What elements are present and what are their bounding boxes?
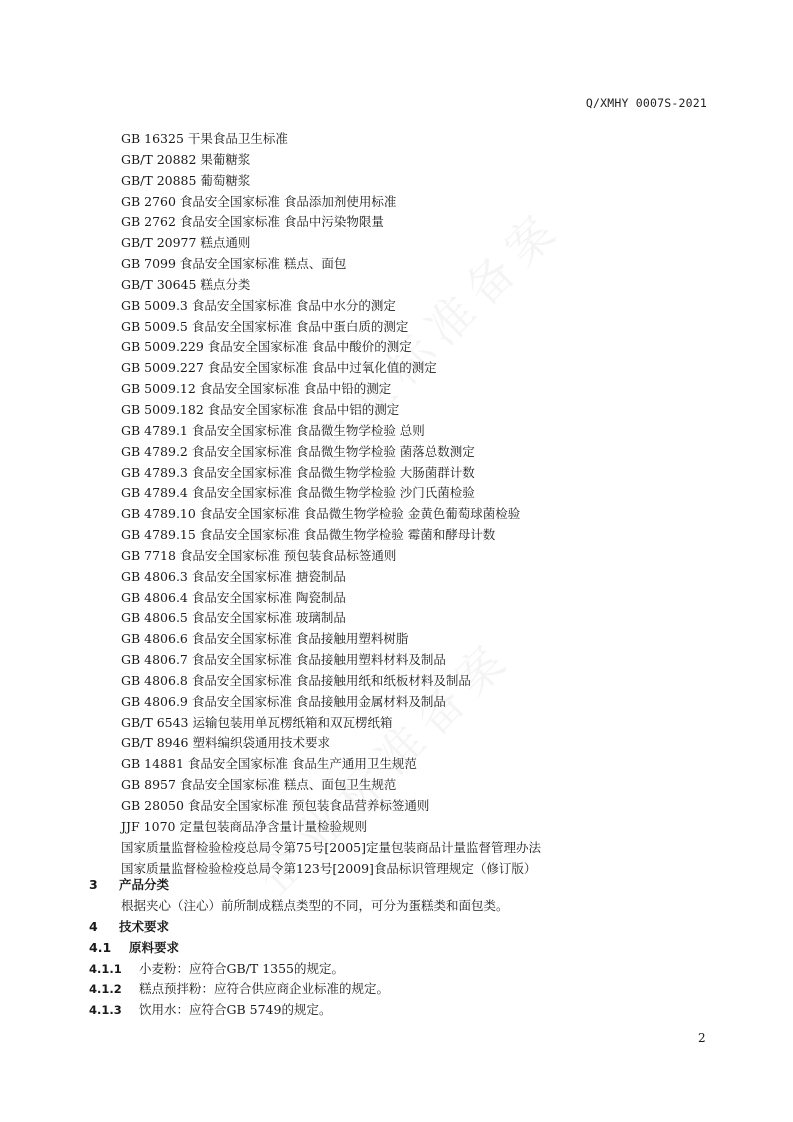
reference-item: GB 5009.227 食品安全国家标准 食品中过氧化值的测定: [121, 360, 437, 376]
reference-item: GB 4806.6 食品安全国家标准 食品接触用塑料树脂: [121, 631, 409, 647]
reference-item: JJF 1070 定量包装商品净含量计量检验规则: [121, 818, 367, 834]
reference-item: GB 4806.7 食品安全国家标准 食品接触用塑料材料及制品: [121, 652, 446, 668]
reference-item: GB 8957 食品安全国家标准 糕点、面包卫生规范: [121, 777, 397, 793]
sections-body: [89, 875, 713, 1021]
reference-item: GB 4789.1 食品安全国家标准 食品微生物学检验 总则: [121, 422, 425, 438]
page-number: 2: [698, 1031, 706, 1045]
reference-item: GB 5009.182 食品安全国家标准 食品中铝的测定: [121, 401, 400, 417]
clause-4-1-3: [89, 1000, 713, 1021]
reference-item: GB 4789.15 食品安全国家标准 食品微生物学检验 霉菌和酵母计数: [121, 527, 496, 543]
clause-number: 4.1.3: [89, 1003, 122, 1018]
section-4-heading: [89, 917, 713, 938]
reference-item: GB 7718 食品安全国家标准 预包装食品标签通则: [121, 547, 397, 563]
reference-item: GB 7099 食品安全国家标准 糕点、面包: [121, 256, 347, 272]
clause-number: 4.1.1: [89, 961, 122, 976]
reference-item: 国家质量监督检验检疫总局令第75号[2005]定量包装商品计量监督管理办法: [121, 839, 541, 855]
reference-item: GB/T 6543 运输包装用单瓦楞纸箱和双瓦楞纸箱: [121, 714, 393, 730]
reference-item: GB/T 30645 糕点分类: [121, 276, 251, 292]
clause-text: 糕点预拌粉：应符合供应商企业标准的规定。: [139, 981, 390, 997]
section-number: 3: [89, 877, 98, 892]
clause-4-1-2: [89, 979, 713, 1000]
reference-item: GB 5009.3 食品安全国家标准 食品中水分的测定: [121, 297, 396, 313]
reference-item: GB/T 20977 糕点通则: [121, 235, 251, 251]
reference-item: GB 28050 食品安全国家标准 预包装食品营养标签通则: [121, 798, 430, 813]
reference-item: GB 4806.9 食品安全国家标准 食品接触用金属材料及制品: [121, 693, 446, 709]
reference-item: GB 5009.5 食品安全国家标准 食品中蛋白质的测定: [121, 318, 409, 334]
normative-references-list: [121, 129, 541, 879]
reference-item: GB 4806.4 食品安全国家标准 陶瓷制品: [121, 589, 346, 605]
reference-item: GB 2762 食品安全国家标准 食品中污染物限量: [121, 214, 384, 230]
section-number: 4.1: [89, 939, 112, 955]
reference-item: GB 2760 食品安全国家标准 食品添加剂使用标准: [121, 193, 397, 209]
reference-item: GB 5009.229 食品安全国家标准 食品中酸价的测定: [121, 339, 412, 355]
reference-item: GB/T 8946 塑料编织袋通用技术要求: [121, 735, 330, 751]
clause-number: 4.1.2: [89, 982, 122, 997]
clause-text: 小麦粉：应符合GB/T 1355的规定。: [139, 960, 345, 976]
reference-item: GB 16325 干果食品卫生标准: [121, 131, 288, 146]
reference-item: GB/T 20885 葡萄糖浆: [121, 172, 251, 188]
reference-item: GB 4806.5 食品安全国家标准 玻璃制品: [121, 610, 346, 626]
clause-4-1-1: [89, 959, 713, 980]
reference-item: GB 4789.3 食品安全国家标准 食品微生物学检验 大肠菌群计数: [121, 464, 475, 480]
reference-item: GB 4806.3 食品安全国家标准 搪瓷制品: [121, 568, 346, 584]
section-3-heading: [89, 875, 713, 896]
reference-item: GB 5009.12 食品安全国家标准 食品中铅的测定: [121, 381, 392, 397]
section-4-1-heading: [89, 938, 713, 959]
reference-item: GB 14881 食品安全国家标准 食品生产通用卫生规范: [121, 756, 417, 772]
section-title: 产品分类: [119, 877, 170, 892]
section-title: 原料要求: [129, 939, 180, 955]
reference-item: GB 4789.10 食品安全国家标准 食品微生物学检验 金黄色葡萄球菌检验: [121, 506, 521, 522]
document-code-header: Q/XMHY 0007S-2021: [585, 96, 707, 110]
clause-text: 饮用水：应符合GB 5749的规定。: [139, 1002, 332, 1018]
reference-item: GB 4789.4 食品安全国家标准 食品微生物学检验 沙门氏菌检验: [121, 485, 475, 501]
section-number: 4: [89, 918, 98, 934]
reference-item: 国家质量监督检验检疫总局令第123号[2009]食品标识管理规定（修订版）: [121, 860, 537, 876]
reference-item: GB 4789.2 食品安全国家标准 食品微生物学检验 菌落总数测定: [121, 443, 475, 459]
reference-item: GB 4806.8 食品安全国家标准 食品接触用纸和纸板材料及制品: [121, 672, 471, 688]
section-3-paragraph: 根据夹心（注心）前所制成糕点类型的不同，可分为蛋糕类和面包类。: [121, 897, 509, 913]
reference-item: GB/T 20882 果葡糖浆: [121, 151, 251, 167]
section-title: 技术要求: [119, 918, 170, 934]
